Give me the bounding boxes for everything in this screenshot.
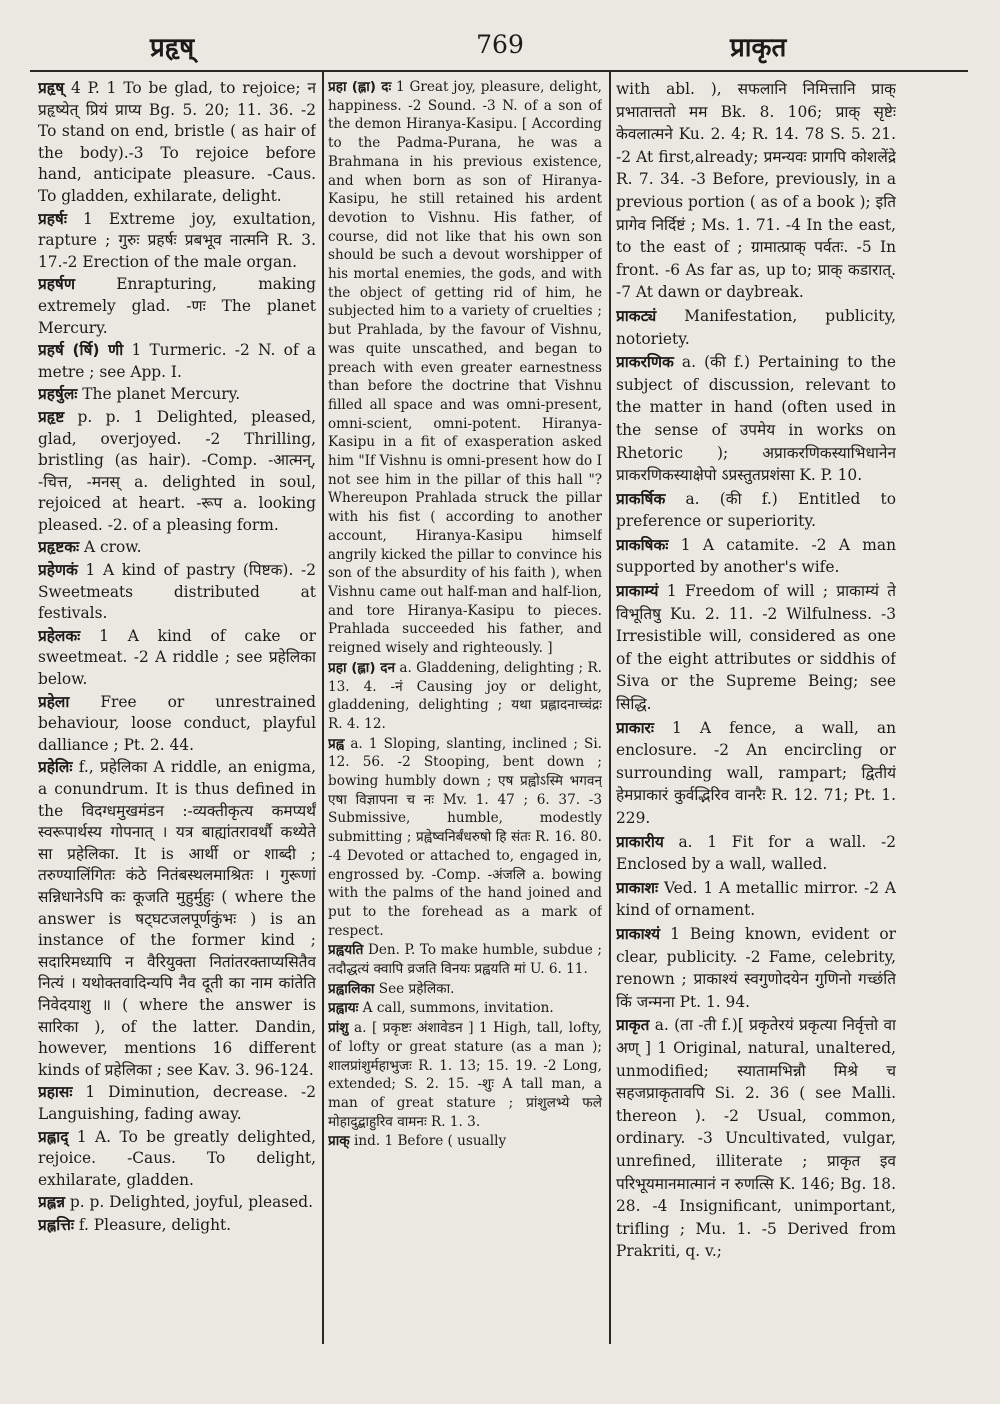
entry-definition: 1 Extreme joy, exultation, rapture ; गुरुः प्रहर्षः प्रबभूव नात्मनि R. 3. 17.-2 Erection of the male organ. — [38, 209, 316, 271]
dictionary-entry — [38, 560, 316, 625]
entry-headword: प्रहृष् — [38, 79, 65, 97]
dictionary-entry — [38, 1192, 316, 1214]
entry-definition: a. [ प्रकृष्टः अंशावेडन ] 1 High, tall, lofty, of lofty or great stature (as a man ); शालप्रांशुर्महाभुजः R. 1. 13; 15. 19. -2 Long, extended; S. 2. 15. -शुः A tall man, a man of great stature ; प्रांशुलभ्ये फले मोहादुद्बाहुरिव वामनः R. 1. 3. — [328, 1020, 602, 1130]
entry-definition: a. Gladdening, delighting ; R. 13. 4. -नं Causing joy or delight, gladdening, delighting ; यथा प्रह्लादनाच्चंद्रः R. 4. 12. — [328, 659, 602, 732]
entry-headword: प्रांशु — [328, 1020, 349, 1037]
entry-headword: प्रह्लत्तिः — [38, 1215, 74, 1234]
entry-headword: प्रहर्षुलः — [38, 385, 78, 404]
dictionary-entry — [38, 78, 316, 208]
entry-definition: a. (ता -ती f.)[ प्रकृतेरयं प्रकृत्या निर्वृत्तो वा अण् ] 1 Original, natural, unaltered, unmodified; स्यातामभिन्नौ मिश्रे च सहजप्राकृतावपि Si. 2. 36 ( see Malli. thereon ). -2 Usual, common, ordinary. -3 Uncultivated, vulgar, unrefined, illiterate ; प्राकृत इव परिभूयमानमात्मानं न रुणत्सि K. 146; Bg. 18. 28. -4 Insignificant, unimportant, trifling ; Mu. 1. -5 Derived from Prakriti, q. v.; — [616, 1016, 896, 1261]
dictionary-entry — [616, 580, 896, 716]
dictionary-entry — [38, 340, 316, 383]
page-number: 769 — [476, 30, 524, 59]
dictionary-entry — [38, 1127, 316, 1192]
column-rule-1 — [322, 72, 324, 1344]
dictionary-entry — [328, 941, 602, 978]
dictionary-entry — [616, 534, 896, 579]
dictionary-entry — [38, 537, 316, 559]
dictionary-entry — [38, 384, 316, 406]
column-1 — [38, 78, 316, 1346]
entry-definition: The planet Mercury. — [77, 385, 241, 404]
dictionary-entry — [38, 692, 316, 757]
entry-definition: 1 A kind of pastry (पिष्टक). -2 Sweetmeats distributed at festivals. — [38, 561, 316, 623]
entry-headword: प्रहा (ह्ला) दः — [328, 79, 392, 95]
entry-definition: 1 Diminution, decrease. -2 Languishing, fading away. — [38, 1083, 316, 1123]
entry-headword: प्रह्लन्न — [38, 1193, 66, 1212]
header-left-guide-word: प्रहृष् — [150, 33, 195, 63]
entry-definition: a. 1 Sloping, slanting, inclined ; Si. 12. 56. -2 Stooping, bent down ; bowing humbly down ; एष प्रह्वोऽस्मि भगवन् एषा विज्ञापना च नः Mv. 1. 47 ; 6. 37. -3 Submissive, humble, modestly submitting ; प्रह्वेष्वनिर्बंधरुषो हि संतः R. 16. 80. -4 Devoted or attached to, engaged in, engrossed by. -Comp. -अंजलि a. bowing with the palms of the hand joined and put to the forehead as a mark of respect. — [328, 735, 602, 939]
entry-headword: प्रहर्ष (र्षि) णी — [38, 341, 124, 360]
dictionary-entry — [38, 1082, 316, 1125]
entry-headword: प्रहृष्टकः — [38, 538, 80, 557]
entry-definition: p. p. 1 Delighted, pleased, glad, overjoyed. -2 Thrilling, bristling (as hair). -Comp. -आत्मन्, -चित्त, -मनस् a. delighted in soul, rejoiced at heart. -रूप a. looking pleased. -2. of a pleasing form. — [38, 407, 316, 534]
entry-headword: प्रह्वयति — [328, 942, 364, 959]
entry-headword: प्राकर्षिक — [616, 489, 666, 508]
entry-definition: 1 A catamite. -2 A man supported by another's wife. — [616, 535, 896, 577]
entry-definition: with abl. ), सफलानि निमित्तानि प्राक् प्रभातात्ततो मम Bk. 8. 106; प्राक् सृष्टेः केवलात्मने Ku. 2. 4; R. 14. 78 S. 5. 21. -2 At first,already; प्रमन्यवः प्रागपि कोशलेंद्रे R. 7. 34. -3 Before, previously, in a previous portion ( as of a book ); इति प्रागेव निर्दिष्टं ; Ms. 1. 71. -4 In the east, to the east of ; ग्रामात्प्राक् पर्वतः. -5 In front. -6 As far as, up to; प्राक् कडारात्. -7 At dawn or daybreak. — [616, 80, 896, 302]
entry-definition: f. Pleasure, delight. — [73, 1215, 232, 1234]
column-rule-2 — [609, 72, 611, 1344]
entry-definition: p. p. Delighted, joyful, pleased. — [65, 1193, 314, 1212]
entry-definition: f., प्रहेलिका A riddle, an enigma, a conundrum. It is thus defined in the विदग्धमुखमंडन :-व्यक्तीकृत्य कमप्यर्थं स्वरूपार्थस्य गोपनात् । यत्र बाह्यांतरावर्थौ कथ्येते सा प्रहेलिका. It is आर्थी or शाब्दी ; तरुण्यालिंगितः कंठे नितंबस्थलमाश्रितः । गुरूणां सन्निधानेऽपि कः कूजति मुहुर्मुहुः ( where the answer is षट्घटजलपूर्णकुंभः ) is an instance of the former kind ; सदारिमध्यापि न वैरियुक्ता नितांतरक्ताप्यसितैव नित्यं । यथोक्तवादिन्यपि नैव दूती का नाम कांतेति निवेदयाशु ॥ ( where the answer is सारिका ), of the latter. Dandin, however, mentions 16 different kinds of प्रहेलिका ; see Kav. 3. 96-124. — [38, 758, 316, 1079]
header-rule — [30, 70, 968, 72]
dictionary-entry — [38, 757, 316, 1081]
entry-definition: 1 Freedom of will ; प्राकाम्यं ते विभूतिषु Ku. 2. 11. -2 Wilfulness. -3 Irresistible will, considered as one of the eight attributes or siddhis of Siva or the Supreme Being; see सिद्धि. — [616, 582, 896, 714]
dictionary-entry — [616, 1014, 896, 1263]
entry-headword: प्राकरणिक — [616, 353, 674, 372]
dictionary-entry — [328, 78, 602, 658]
running-head — [0, 28, 1000, 68]
entry-headword: प्रहेलकः — [38, 626, 81, 645]
entry-headword: प्रह्वायः — [328, 1000, 359, 1017]
entry-definition: a. 1 Fit for a wall. -2 Enclosed by a wall, walled. — [616, 832, 896, 874]
entry-headword: प्राकट्यं — [616, 306, 657, 325]
dictionary-entry — [38, 274, 316, 339]
entry-definition: a. (की f.) Entitled to preference or superiority. — [616, 489, 896, 531]
entry-headword: प्रहृष्ट — [38, 407, 65, 426]
dictionary-entry — [328, 980, 602, 999]
column-3 — [616, 78, 896, 1346]
entry-headword: प्राक् — [328, 1133, 350, 1150]
entry-headword: प्रहर्षः — [38, 209, 67, 228]
dictionary-entry — [616, 78, 896, 304]
entry-headword: प्रह्वालिका — [328, 980, 375, 997]
dictionary-entry — [616, 305, 896, 350]
entry-headword: प्राकाम्यं — [616, 582, 659, 601]
entry-headword: प्रहासः — [38, 1083, 73, 1102]
entry-definition: a. (की f.) Pertaining to the subject of discussion, relevant to the matter in hand (often used in the sense of उपमेय in works on Rhetoric ); अप्राकरणिकस्याभिधानेन प्राकरणिकस्याक्षेपो ऽप्रस्तुतप्रशंसा K. P. 10. — [616, 353, 896, 485]
entry-definition: Ved. 1 A metallic mirror. -2 A kind of ornament. — [616, 878, 896, 920]
header-right-guide-word: प्राकृत — [730, 33, 787, 63]
entry-headword: प्रह्लाद् — [38, 1127, 69, 1146]
dictionary-entry — [38, 1215, 316, 1237]
entry-headword: प्राकाशः — [616, 878, 659, 897]
entry-headword: प्रहा (ह्ला) दन — [328, 659, 396, 676]
entry-definition: 1 Turmeric. -2 N. of a metre ; see App. I. — [38, 341, 316, 381]
entry-definition: A call, summons, invitation. — [358, 1000, 554, 1017]
entry-headword: प्रह्व — [328, 735, 345, 752]
dictionary-entry — [616, 717, 896, 830]
column-2 — [328, 78, 602, 1346]
entry-definition: 1 A kind of cake or sweetmeat. -2 A riddle ; see प्रहेलिका below. — [38, 626, 316, 689]
entry-headword: प्राकषिकः — [616, 535, 669, 554]
entry-headword: प्रहेलिः — [38, 758, 73, 777]
entry-headword: प्राकारीय — [616, 832, 664, 851]
entry-headword: प्रहेणकं — [38, 561, 78, 580]
entry-headword: प्रहर्षण — [38, 275, 75, 294]
dictionary-entry — [328, 659, 602, 734]
dictionary-entry — [328, 999, 602, 1018]
entry-definition: Manifestation, publicity, notoriety. — [616, 306, 896, 348]
dictionary-entry — [38, 209, 316, 274]
dictionary-entry — [616, 923, 896, 1013]
dictionary-entry — [38, 626, 316, 691]
entry-headword: प्राकारः — [616, 718, 654, 737]
entry-definition: 1 A. To be greatly delighted, rejoice. -Caus. To delight, exhilarate, gladden. — [38, 1127, 316, 1189]
entry-definition: 4 P. 1 To be glad, to rejoice; न प्रहृष्येत् प्रियं प्राप्य Bg. 5. 20; 11. 36. -2 To stand on end, bristle ( as hair of the body).-3 To rejoice before hand, anticipate pleasure. -Caus. To gladden, exhilarate, delight. — [38, 79, 316, 205]
entry-headword: प्रहेला — [38, 692, 70, 711]
entry-definition: 1 Being known, evident or clear, publicity. -2 Fame, celebrity, renown ; प्राकाश्यं स्वगुणोदयेन गुणिनो गच्छंति किं जन्मना Pt. 1. 94. — [616, 924, 896, 1011]
entry-definition: Enrapturing, making extremely glad. -णः The planet Mercury. — [38, 275, 316, 337]
entry-definition: 1 A fence, a wall, an enclosure. -2 An encircling or surrounding wall, rampart; द्वितीयं हेमप्राकारं कुर्वद्भिरिव वानरैः R. 12. 71; Pt. 1. 229. — [616, 718, 896, 827]
entry-definition: ind. 1 Before ( usually — [349, 1133, 507, 1150]
dictionary-entry — [328, 1132, 602, 1151]
dictionary-entry — [616, 831, 896, 876]
entry-definition: Free or unrestrained behaviour, loose conduct, playful dalliance ; Pt. 2. 44. — [38, 692, 316, 754]
dictionary-entry — [616, 488, 896, 533]
dictionary-entry — [328, 1019, 602, 1131]
entry-headword: प्राकृत — [616, 1016, 650, 1035]
entry-definition: Den. P. To make humble, subdue ; तदौद्धत्यं क्वापि व्रजति विनयः प्रह्वयति मां U. 6. 11. — [328, 942, 602, 978]
dictionary-entry — [616, 877, 896, 922]
entry-definition: See प्रहेलिका. — [374, 980, 455, 997]
dictionary-entry — [38, 407, 316, 537]
entry-definition: 1 Great joy, pleasure, delight, happiness. -2 Sound. -3 N. of a son of the demon Hiranya-Kasipu. [ According to the Padma-Purana, he was a Brahmana in his previous existence, and when born as son of Hiranya-Kasipu, he still retained his ardent devotion to Vishnu. His father, of course, did not like that his own son should be such a devout worshipper of his mortal enemies, the gods, and with the object of getting rid of him, he subjected him to a variety of cruelties ; but Prahlada, by the favour of Vishnu, was quite unscathed, and began to preach with even greater earnestness than before the doctrine that Vishnu filled all space and was omni-present, omni-scient, omni-potent. Hiranya-Kasipu in a fit of exasperation asked him "If Vishnu is omni-present how do I not see him in the pillar of this hall "? Whereupon Prahlada struck the pillar with his fist ( according to another account, Hiranya-Kasipu himself angrily kicked the pillar to convince his son of the absurdity of his faith ), when Vishnu came out half-man and half-lion, and tore Hiranya-Kasipu to pieces. Prahlada succeeded his father, and reigned wisely and righteously. ] — [328, 79, 602, 657]
dictionary-entry — [616, 351, 896, 487]
entry-definition: A crow. — [79, 538, 142, 557]
entry-headword: प्राकाश्यं — [616, 924, 661, 943]
dictionary-entry — [328, 735, 602, 941]
